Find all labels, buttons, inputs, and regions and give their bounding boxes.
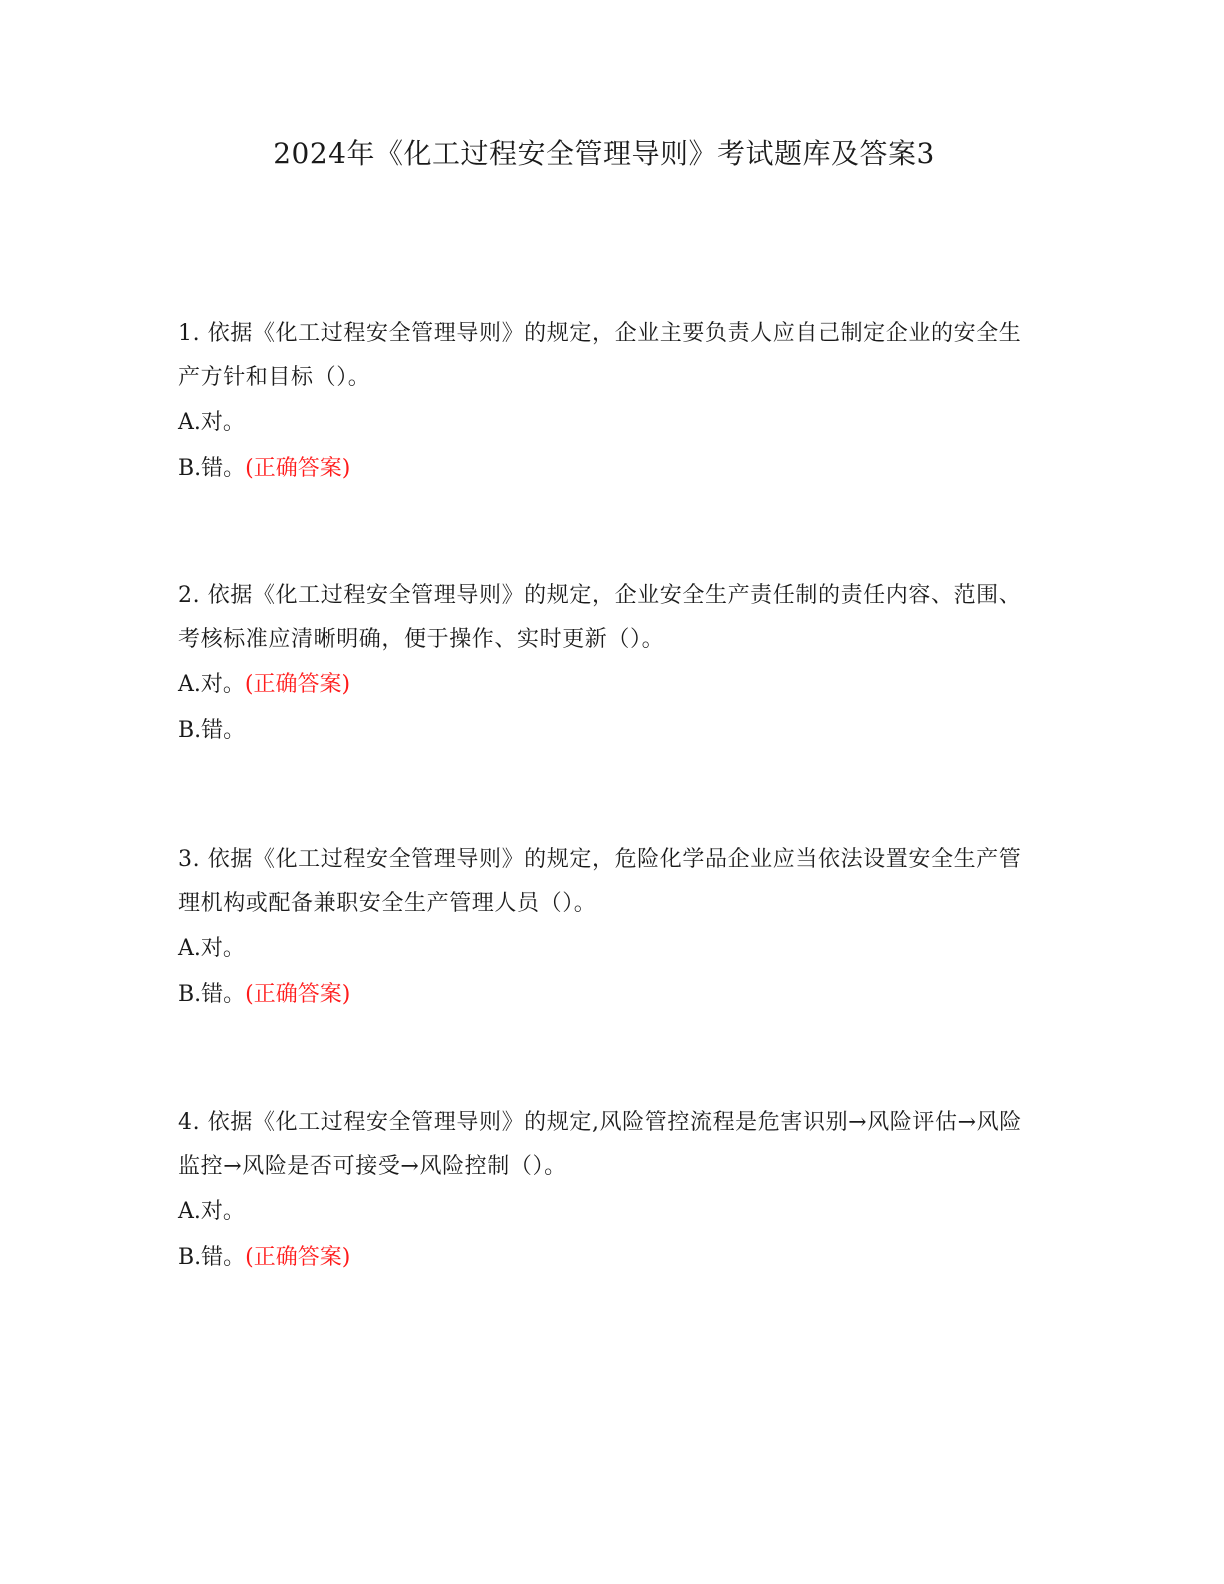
question-2 (178, 574, 1028, 754)
question-3 (178, 838, 1028, 1018)
correct-answer-mark: (正确答案) (245, 456, 351, 481)
document-title: 2024年《化工过程安全管理导则》考试题库及答案3 (273, 137, 935, 170)
option-label: A.对。 (178, 936, 245, 961)
question-text: 1. 依据《化工过程安全管理导则》的规定，企业主要负责人应自己制定企业的安全生产方针和目标（）。 (178, 321, 1022, 390)
option-a (178, 926, 1028, 972)
question-1 (178, 312, 1028, 492)
correct-answer-mark: (正确答案) (244, 672, 351, 697)
question-text: 4. 依据《化工过程安全管理导则》的规定,风险管控流程是危害识别→风险评估→风险监控→风险是否可接受→风险控制（）。 (178, 1110, 1022, 1179)
option-label: B.错。 (178, 718, 246, 743)
option-a (178, 1189, 1028, 1235)
option-a (178, 400, 1028, 446)
option-b (178, 446, 1028, 492)
option-label: B.错。 (178, 456, 246, 481)
question-text: 3. 依据《化工过程安全管理导则》的规定，危险化学品企业应当依法设置安全生产管理机构或配备兼职安全生产管理人员（）。 (178, 847, 1022, 916)
option-label: A.对。 (178, 672, 245, 697)
question-text: 2. 依据《化工过程安全管理导则》的规定，企业安全生产责任制的责任内容、范围、考核标准应清晰明确，便于操作、实时更新（）。 (178, 583, 1022, 652)
correct-answer-mark: (正确答案) (245, 1245, 351, 1270)
question-4 (178, 1101, 1028, 1281)
option-a (178, 662, 1028, 708)
option-b (178, 708, 1028, 754)
option-label: B.错。 (178, 1245, 246, 1270)
option-b (178, 972, 1028, 1018)
option-label: A.对。 (178, 410, 245, 435)
option-label: A.对。 (178, 1199, 245, 1224)
option-b (178, 1235, 1028, 1281)
option-label: B.错。 (178, 982, 246, 1007)
correct-answer-mark: (正确答案) (245, 982, 351, 1007)
